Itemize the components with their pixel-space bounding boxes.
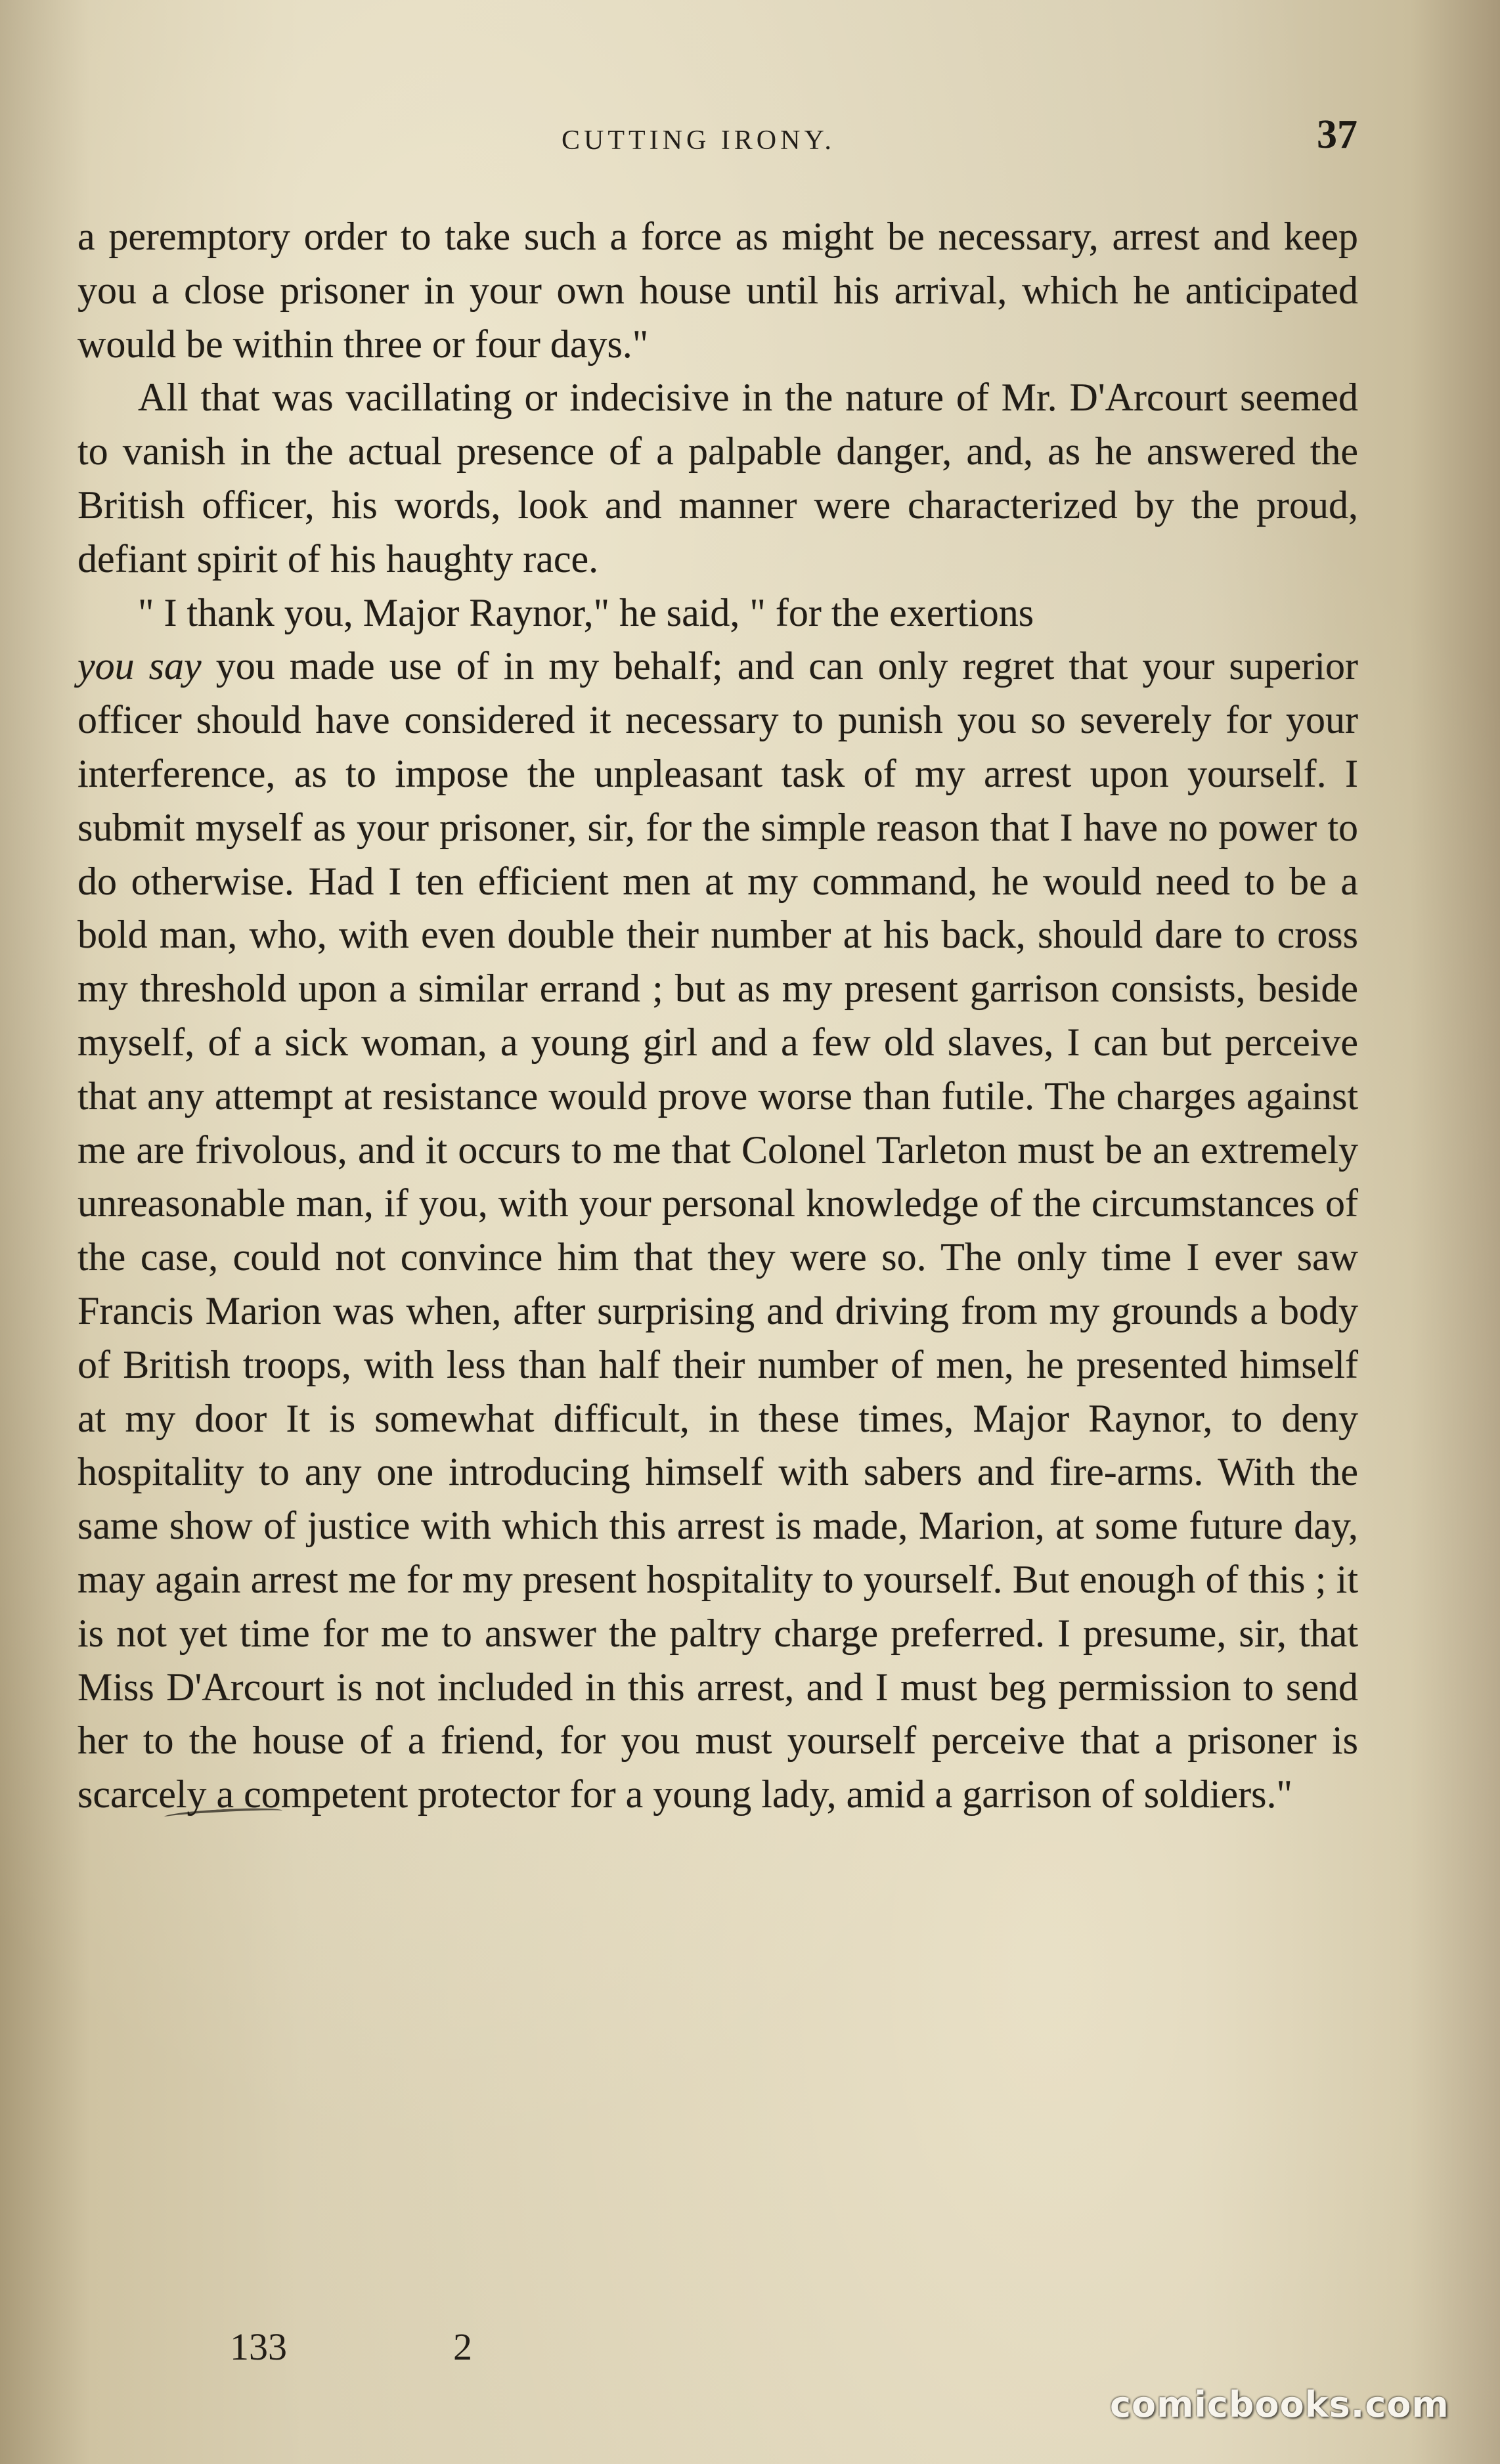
page-header [0, 112, 1500, 177]
running-head: CUTTING IRONY. [562, 125, 835, 156]
signature-line [0, 2325, 1500, 2384]
paragraph-2: All that was vacillating or indecisive in the nature of Mr. D'Arcourt seemed to vanish in the actual presence of a palpable danger, and, as he answered the British officer, his words, look and manner were characterized by the proud, defiant spirit of his haughty race. [77, 376, 1358, 581]
paragraph-3-start: " I thank you, Major Raynor," he said, " for the exertions [138, 590, 1034, 634]
paragraph-3-italic: you say [77, 644, 202, 688]
signature-mark: 2 [453, 2325, 472, 2368]
paragraph-1: a peremptory order to take such a force as might be necessary, arrest and keep you a close prisoner in your own house until his arrival, which he anticipated would be within three or four days." [77, 215, 1358, 366]
body-text [77, 210, 1358, 1822]
watermark: comicbooks.com [1110, 2384, 1449, 2425]
paragraph-3-rest: you made use of in my behalf; and can only regret that your superior officer should have considered it necessary to punish you so severely for your interference, as to impose the unpleasant task of my arrest upon yourself. I submit myself as your prisoner, sir, for the simple reason that I have no power to do otherwise. Had I ten efficient men at my command, he would need to be a bold man, who, with even double their number at his back, should dare to cross my threshold upon a similar errand ; but as my present garrison consists, beside myself, of a sick woman, a young girl and a few old slaves, I can but perceive that any attempt at resistance would prove worse than futile. The charges against me are frivolous, and it occurs to me that Colonel Tarleton must be an extremely unreasonable man, if you, with your personal knowledge of the circumstances of the case, could not convince him that they were so. The only time I ever saw Francis Marion was when, after surprising and driving from my grounds a body of British troops, with less than half their number of men, he presented himself at my door It is somewhat difficult, in these times, Major Raynor, to deny hospitality to any one introducing himself with sabers and fire-arms. With the same show of justice with which this arrest is made, Marion, at some future day, may again arrest me for my present hospitality to yourself. But enough of this ; it is not yet time for me to answer the paltry charge preferred. I presume, sir, that Miss D'Arcourt is not included in this arrest, and I must beg permission to send her to the house of a friend, for you must yourself perceive that a prisoner is scarcely a competent protector for a young lady, amid a garrison of soldiers." [77, 644, 1358, 1816]
signature-number: 133 [230, 2325, 287, 2368]
paragraph-3 [77, 586, 1358, 1822]
page-number: 37 [1317, 112, 1357, 157]
